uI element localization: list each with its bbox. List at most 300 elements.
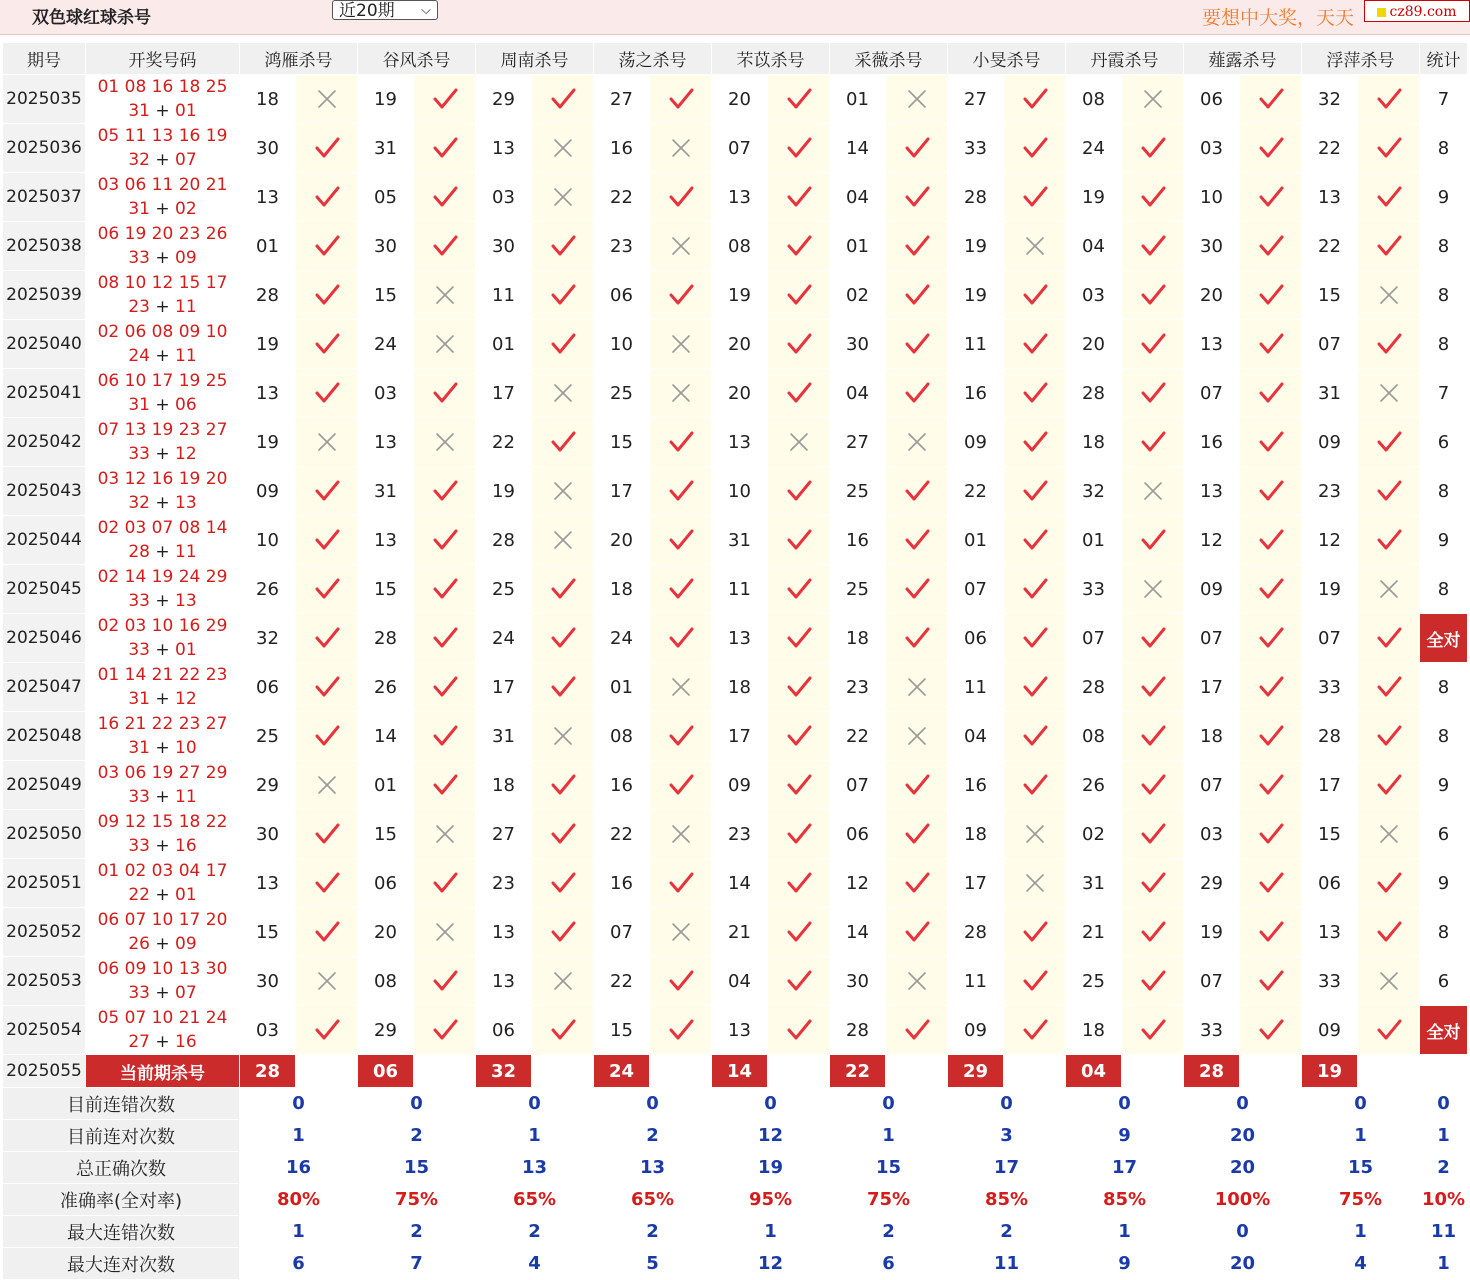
kill-number: 04 [948, 712, 1004, 761]
column-header: 期号 [3, 43, 86, 75]
kill-number: 27 [830, 418, 886, 467]
check-icon [886, 222, 948, 271]
kill-number: 23 [476, 859, 532, 908]
check-icon [414, 369, 476, 418]
summary-value: 15 [358, 1152, 476, 1184]
check-icon [532, 75, 594, 124]
draw-numbers-line2: 23 + 11 [128, 297, 197, 317]
kill-number: 33 [1302, 663, 1358, 712]
kill-number: 07 [1184, 614, 1240, 663]
check-icon [1358, 614, 1420, 663]
check-icon [886, 320, 948, 369]
check-icon [886, 516, 948, 565]
kill-number: 13 [358, 516, 414, 565]
kill-number: 14 [358, 712, 414, 761]
kill-number: 14 [830, 908, 886, 957]
kill-number: 19 [948, 222, 1004, 271]
blue-number: 01 [175, 885, 197, 905]
check-icon [532, 859, 594, 908]
check-icon [1122, 516, 1184, 565]
check-icon [296, 320, 358, 369]
check-icon [296, 663, 358, 712]
check-icon [1240, 614, 1302, 663]
draw-numbers [86, 614, 240, 663]
kill-number: 28 [830, 1006, 886, 1055]
kill-number: 15 [594, 418, 650, 467]
check-icon [532, 222, 594, 271]
draw-numbers-line2: 33 + 07 [128, 983, 197, 1003]
kill-number: 13 [712, 1006, 768, 1055]
summary-label: 准确率(全对率) [3, 1184, 240, 1216]
cross-icon [650, 222, 712, 271]
summary-value: 1 [1302, 1216, 1420, 1248]
kill-number: 19 [1184, 908, 1240, 957]
check-icon [768, 124, 830, 173]
kill-number: 09 [712, 761, 768, 810]
kill-number: 15 [1302, 810, 1358, 859]
summary-value: 0 [1420, 1088, 1468, 1120]
check-icon [1240, 75, 1302, 124]
kill-number: 28 [948, 908, 1004, 957]
draw-numbers [86, 516, 240, 565]
kill-number: 06 [1184, 75, 1240, 124]
current-kill-number: 06 [358, 1055, 414, 1088]
logo-dot-icon [1377, 8, 1386, 17]
kill-number: 13 [240, 369, 296, 418]
check-icon [650, 516, 712, 565]
check-icon [768, 1006, 830, 1055]
kill-number: 13 [1184, 467, 1240, 516]
cross-icon [1358, 957, 1420, 1006]
draw-numbers [86, 271, 240, 320]
draw-numbers-line2: 33 + 13 [128, 591, 197, 611]
kill-number: 03 [1066, 271, 1122, 320]
check-icon [768, 565, 830, 614]
table-row [3, 222, 1468, 271]
cross-icon [768, 418, 830, 467]
issue-number: 2025046 [3, 614, 86, 663]
kill-number: 33 [948, 124, 1004, 173]
summary-value: 4 [1302, 1248, 1420, 1280]
red-numbers: 16 21 22 23 27 [97, 714, 228, 734]
table-row [3, 467, 1468, 516]
cross-icon [650, 810, 712, 859]
kill-number: 01 [358, 761, 414, 810]
header-row [3, 43, 1468, 75]
red-numbers: 09 12 15 18 22 [97, 812, 228, 832]
kill-number: 16 [830, 516, 886, 565]
cross-icon [1358, 271, 1420, 320]
check-icon [296, 173, 358, 222]
summary-label: 总正确次数 [3, 1152, 240, 1184]
summary-value: 0 [594, 1088, 712, 1120]
kill-number: 11 [948, 957, 1004, 1006]
check-icon [1004, 761, 1066, 810]
table-row [3, 614, 1468, 663]
summary-value: 0 [1184, 1088, 1302, 1120]
check-icon [1122, 859, 1184, 908]
current-kill-label: 当前期杀号 [86, 1055, 240, 1088]
empty-cell [1122, 1055, 1184, 1088]
issue-number: 2025040 [3, 320, 86, 369]
draw-numbers-line2: 32 + 13 [128, 493, 197, 513]
kill-number: 06 [830, 810, 886, 859]
kill-number: 23 [830, 663, 886, 712]
summary-value: 3 [948, 1120, 1066, 1152]
check-icon [1240, 320, 1302, 369]
red-numbers: 01 08 16 18 25 [97, 77, 228, 97]
kill-number: 25 [594, 369, 650, 418]
table-row [3, 712, 1468, 761]
kill-number: 19 [358, 75, 414, 124]
red-numbers: 01 14 21 22 23 [97, 665, 228, 685]
kill-number: 31 [476, 712, 532, 761]
kill-number: 24 [476, 614, 532, 663]
red-number-6: 31 [128, 199, 150, 219]
check-icon [1240, 222, 1302, 271]
correct-count: 9 [1420, 761, 1468, 810]
table-row [3, 369, 1468, 418]
cross-icon [650, 908, 712, 957]
empty-cell [1240, 1055, 1302, 1088]
current-kill-row-group [3, 1055, 1468, 1088]
cross-icon [532, 957, 594, 1006]
check-icon [1240, 369, 1302, 418]
check-icon [1358, 418, 1420, 467]
kill-number: 20 [712, 320, 768, 369]
check-icon [414, 75, 476, 124]
kill-number: 13 [476, 957, 532, 1006]
check-icon [768, 467, 830, 516]
summary-value: 15 [830, 1152, 948, 1184]
cross-icon [414, 418, 476, 467]
red-number-6: 33 [128, 983, 150, 1003]
check-icon [650, 75, 712, 124]
cross-icon [886, 663, 948, 712]
check-icon [414, 957, 476, 1006]
kill-number: 30 [476, 222, 532, 271]
table-row [3, 761, 1468, 810]
issue-number: 2025052 [3, 908, 86, 957]
kill-number: 06 [358, 859, 414, 908]
check-icon [1122, 222, 1184, 271]
draw-numbers-line2: 33 + 12 [128, 444, 197, 464]
check-icon [532, 320, 594, 369]
correct-count: 8 [1420, 712, 1468, 761]
kill-number: 17 [476, 663, 532, 712]
kill-number: 09 [948, 418, 1004, 467]
check-icon [1004, 663, 1066, 712]
check-icon [1358, 761, 1420, 810]
kill-number: 29 [240, 761, 296, 810]
kill-number: 13 [1302, 908, 1358, 957]
cross-icon [1122, 467, 1184, 516]
kill-number: 13 [1184, 320, 1240, 369]
table-row [3, 320, 1468, 369]
red-number-6: 22 [128, 885, 150, 905]
summary-value: 19 [712, 1152, 830, 1184]
kill-number: 31 [358, 124, 414, 173]
kill-number: 28 [476, 516, 532, 565]
check-icon [414, 124, 476, 173]
draw-numbers-line2: 33 + 11 [128, 787, 197, 807]
kill-number: 30 [240, 810, 296, 859]
check-icon [296, 124, 358, 173]
check-icon [1240, 467, 1302, 516]
chevron-down-icon: ⌵ [421, 3, 431, 18]
kill-number: 28 [358, 614, 414, 663]
check-icon [296, 1006, 358, 1055]
kill-number: 18 [830, 614, 886, 663]
summary-value: 2 [476, 1216, 594, 1248]
cross-icon [296, 75, 358, 124]
correct-count: 9 [1420, 173, 1468, 222]
blue-number: 07 [175, 150, 197, 170]
cross-icon [296, 418, 358, 467]
kill-number: 21 [1066, 908, 1122, 957]
kill-number: 25 [830, 565, 886, 614]
check-icon [414, 761, 476, 810]
current-kill-number: 29 [948, 1055, 1004, 1088]
check-icon [650, 467, 712, 516]
kill-number: 09 [948, 1006, 1004, 1055]
check-icon [296, 467, 358, 516]
kill-number: 31 [358, 467, 414, 516]
kill-number: 11 [948, 320, 1004, 369]
kill-number: 27 [476, 810, 532, 859]
current-kill-number: 19 [1302, 1055, 1358, 1088]
check-icon [414, 712, 476, 761]
issue-number: 2025049 [3, 761, 86, 810]
red-number-6: 24 [128, 346, 150, 366]
kill-number: 20 [1184, 271, 1240, 320]
check-icon [886, 565, 948, 614]
red-number-6: 33 [128, 787, 150, 807]
current-kill-number: 04 [1066, 1055, 1122, 1088]
empty-cell [1358, 1055, 1420, 1088]
kill-number: 02 [1066, 810, 1122, 859]
check-icon [886, 908, 948, 957]
kill-number: 18 [1184, 712, 1240, 761]
red-numbers: 08 10 12 15 17 [97, 273, 228, 293]
empty-cell [1420, 1055, 1468, 1088]
kill-number: 30 [830, 957, 886, 1006]
draw-numbers [86, 418, 240, 467]
kill-number: 33 [1184, 1006, 1240, 1055]
kill-number: 29 [1184, 859, 1240, 908]
cross-icon [650, 369, 712, 418]
column-header: 芣苡杀号 [712, 43, 830, 75]
check-icon [296, 810, 358, 859]
empty-cell [532, 1055, 594, 1088]
check-icon [1358, 320, 1420, 369]
check-icon [1240, 565, 1302, 614]
summary-value: 65% [476, 1184, 594, 1216]
draw-numbers [86, 761, 240, 810]
red-number-6: 31 [128, 101, 150, 121]
blue-number: 11 [175, 787, 197, 807]
summary-value: 0 [358, 1088, 476, 1120]
check-icon [886, 467, 948, 516]
kill-number: 09 [1184, 565, 1240, 614]
summary-value: 1 [1302, 1120, 1420, 1152]
cross-icon [414, 908, 476, 957]
check-icon [768, 957, 830, 1006]
summary-row [3, 1216, 1468, 1248]
kill-number: 16 [594, 761, 650, 810]
blue-number: 16 [175, 1032, 197, 1052]
table-row [3, 663, 1468, 712]
issue-number: 2025054 [3, 1006, 86, 1055]
kill-number: 14 [830, 124, 886, 173]
summary-value: 16 [240, 1152, 358, 1184]
check-icon [1240, 859, 1302, 908]
kill-number: 13 [1302, 173, 1358, 222]
check-icon [1122, 320, 1184, 369]
summary-value: 2 [358, 1120, 476, 1152]
check-icon [532, 614, 594, 663]
kill-number: 15 [240, 908, 296, 957]
summary-value: 75% [830, 1184, 948, 1216]
cross-icon [886, 418, 948, 467]
column-header: 薤露杀号 [1184, 43, 1302, 75]
summary-value: 9 [1066, 1120, 1184, 1152]
check-icon [1122, 173, 1184, 222]
check-icon [1240, 418, 1302, 467]
check-icon [768, 320, 830, 369]
kill-number: 07 [1302, 614, 1358, 663]
check-icon [532, 1006, 594, 1055]
kill-number: 10 [240, 516, 296, 565]
kill-number: 23 [1302, 467, 1358, 516]
red-number-6: 33 [128, 591, 150, 611]
summary-value: 2 [594, 1216, 712, 1248]
check-icon [768, 369, 830, 418]
draw-numbers [86, 810, 240, 859]
red-number-6: 31 [128, 689, 150, 709]
site-logo[interactable] [1364, 0, 1470, 22]
kill-number: 15 [358, 271, 414, 320]
table-row [3, 957, 1468, 1006]
column-header: 小旻杀号 [948, 43, 1066, 75]
check-icon [1240, 1006, 1302, 1055]
draw-numbers-line2: 31 + 10 [128, 738, 197, 758]
draw-numbers [86, 124, 240, 173]
cross-icon [532, 369, 594, 418]
check-icon [1122, 418, 1184, 467]
kill-number: 30 [240, 957, 296, 1006]
blue-number: 06 [175, 395, 197, 415]
kill-number: 24 [594, 614, 650, 663]
kill-number: 04 [1066, 222, 1122, 271]
cross-icon [1004, 859, 1066, 908]
check-icon [532, 565, 594, 614]
kill-number: 01 [830, 222, 886, 271]
summary-row [3, 1248, 1468, 1280]
kill-number: 32 [1302, 75, 1358, 124]
kill-number: 08 [594, 712, 650, 761]
red-number-6: 33 [128, 640, 150, 660]
summary-value: 13 [594, 1152, 712, 1184]
kill-number: 13 [358, 418, 414, 467]
red-numbers: 05 11 13 16 19 [97, 126, 228, 146]
check-icon [650, 565, 712, 614]
period-select[interactable] [332, 0, 438, 20]
check-icon [1358, 1006, 1420, 1055]
blue-number: 11 [175, 297, 197, 317]
cross-icon [296, 761, 358, 810]
summary-value: 17 [948, 1152, 1066, 1184]
blue-number: 13 [175, 591, 197, 611]
blue-number: 09 [175, 934, 197, 954]
draw-numbers-line2: 27 + 16 [128, 1032, 197, 1052]
issue-number: 2025035 [3, 75, 86, 124]
red-number-6: 26 [128, 934, 150, 954]
check-icon [532, 761, 594, 810]
check-icon [532, 418, 594, 467]
check-icon [414, 614, 476, 663]
kill-number: 27 [594, 75, 650, 124]
kill-number: 15 [594, 1006, 650, 1055]
kill-number: 07 [712, 124, 768, 173]
check-icon [1358, 467, 1420, 516]
cross-icon [532, 173, 594, 222]
draw-numbers-line2: 32 + 07 [128, 150, 197, 170]
red-numbers: 02 03 10 16 29 [97, 616, 228, 636]
check-icon [1122, 908, 1184, 957]
empty-cell [414, 1055, 476, 1088]
cross-icon [1358, 369, 1420, 418]
draw-numbers-line2: 22 + 01 [128, 885, 197, 905]
kill-number: 04 [712, 957, 768, 1006]
check-icon [1240, 124, 1302, 173]
draw-numbers-line2: 28 + 11 [128, 542, 197, 562]
summary-value: 0 [1066, 1088, 1184, 1120]
summary-value: 1 [476, 1120, 594, 1152]
kill-number: 29 [358, 1006, 414, 1055]
check-icon [1004, 908, 1066, 957]
red-numbers: 06 07 10 17 20 [97, 910, 228, 930]
check-icon [1240, 271, 1302, 320]
check-icon [1358, 516, 1420, 565]
table-row [3, 124, 1468, 173]
column-header: 谷风杀号 [358, 43, 476, 75]
table-row [3, 810, 1468, 859]
check-icon [1004, 565, 1066, 614]
draw-numbers-line2: 31 + 01 [128, 101, 197, 121]
kill-number: 01 [476, 320, 532, 369]
kill-number: 17 [1184, 663, 1240, 712]
summary-value: 1 [240, 1120, 358, 1152]
correct-count: 9 [1420, 859, 1468, 908]
kill-number: 10 [1184, 173, 1240, 222]
draw-numbers [86, 1006, 240, 1055]
kill-number: 17 [1302, 761, 1358, 810]
check-icon [532, 271, 594, 320]
summary-row [3, 1184, 1468, 1216]
check-icon [1004, 467, 1066, 516]
check-icon [886, 761, 948, 810]
draw-numbers [86, 369, 240, 418]
all-correct-badge: 全对 [1420, 1006, 1468, 1055]
red-numbers: 02 14 19 24 29 [97, 567, 228, 587]
kill-number: 11 [948, 663, 1004, 712]
kill-number: 09 [1302, 1006, 1358, 1055]
kill-number: 23 [712, 810, 768, 859]
top-bar [0, 0, 1470, 35]
summary-value: 7 [358, 1248, 476, 1280]
kill-number: 25 [830, 467, 886, 516]
